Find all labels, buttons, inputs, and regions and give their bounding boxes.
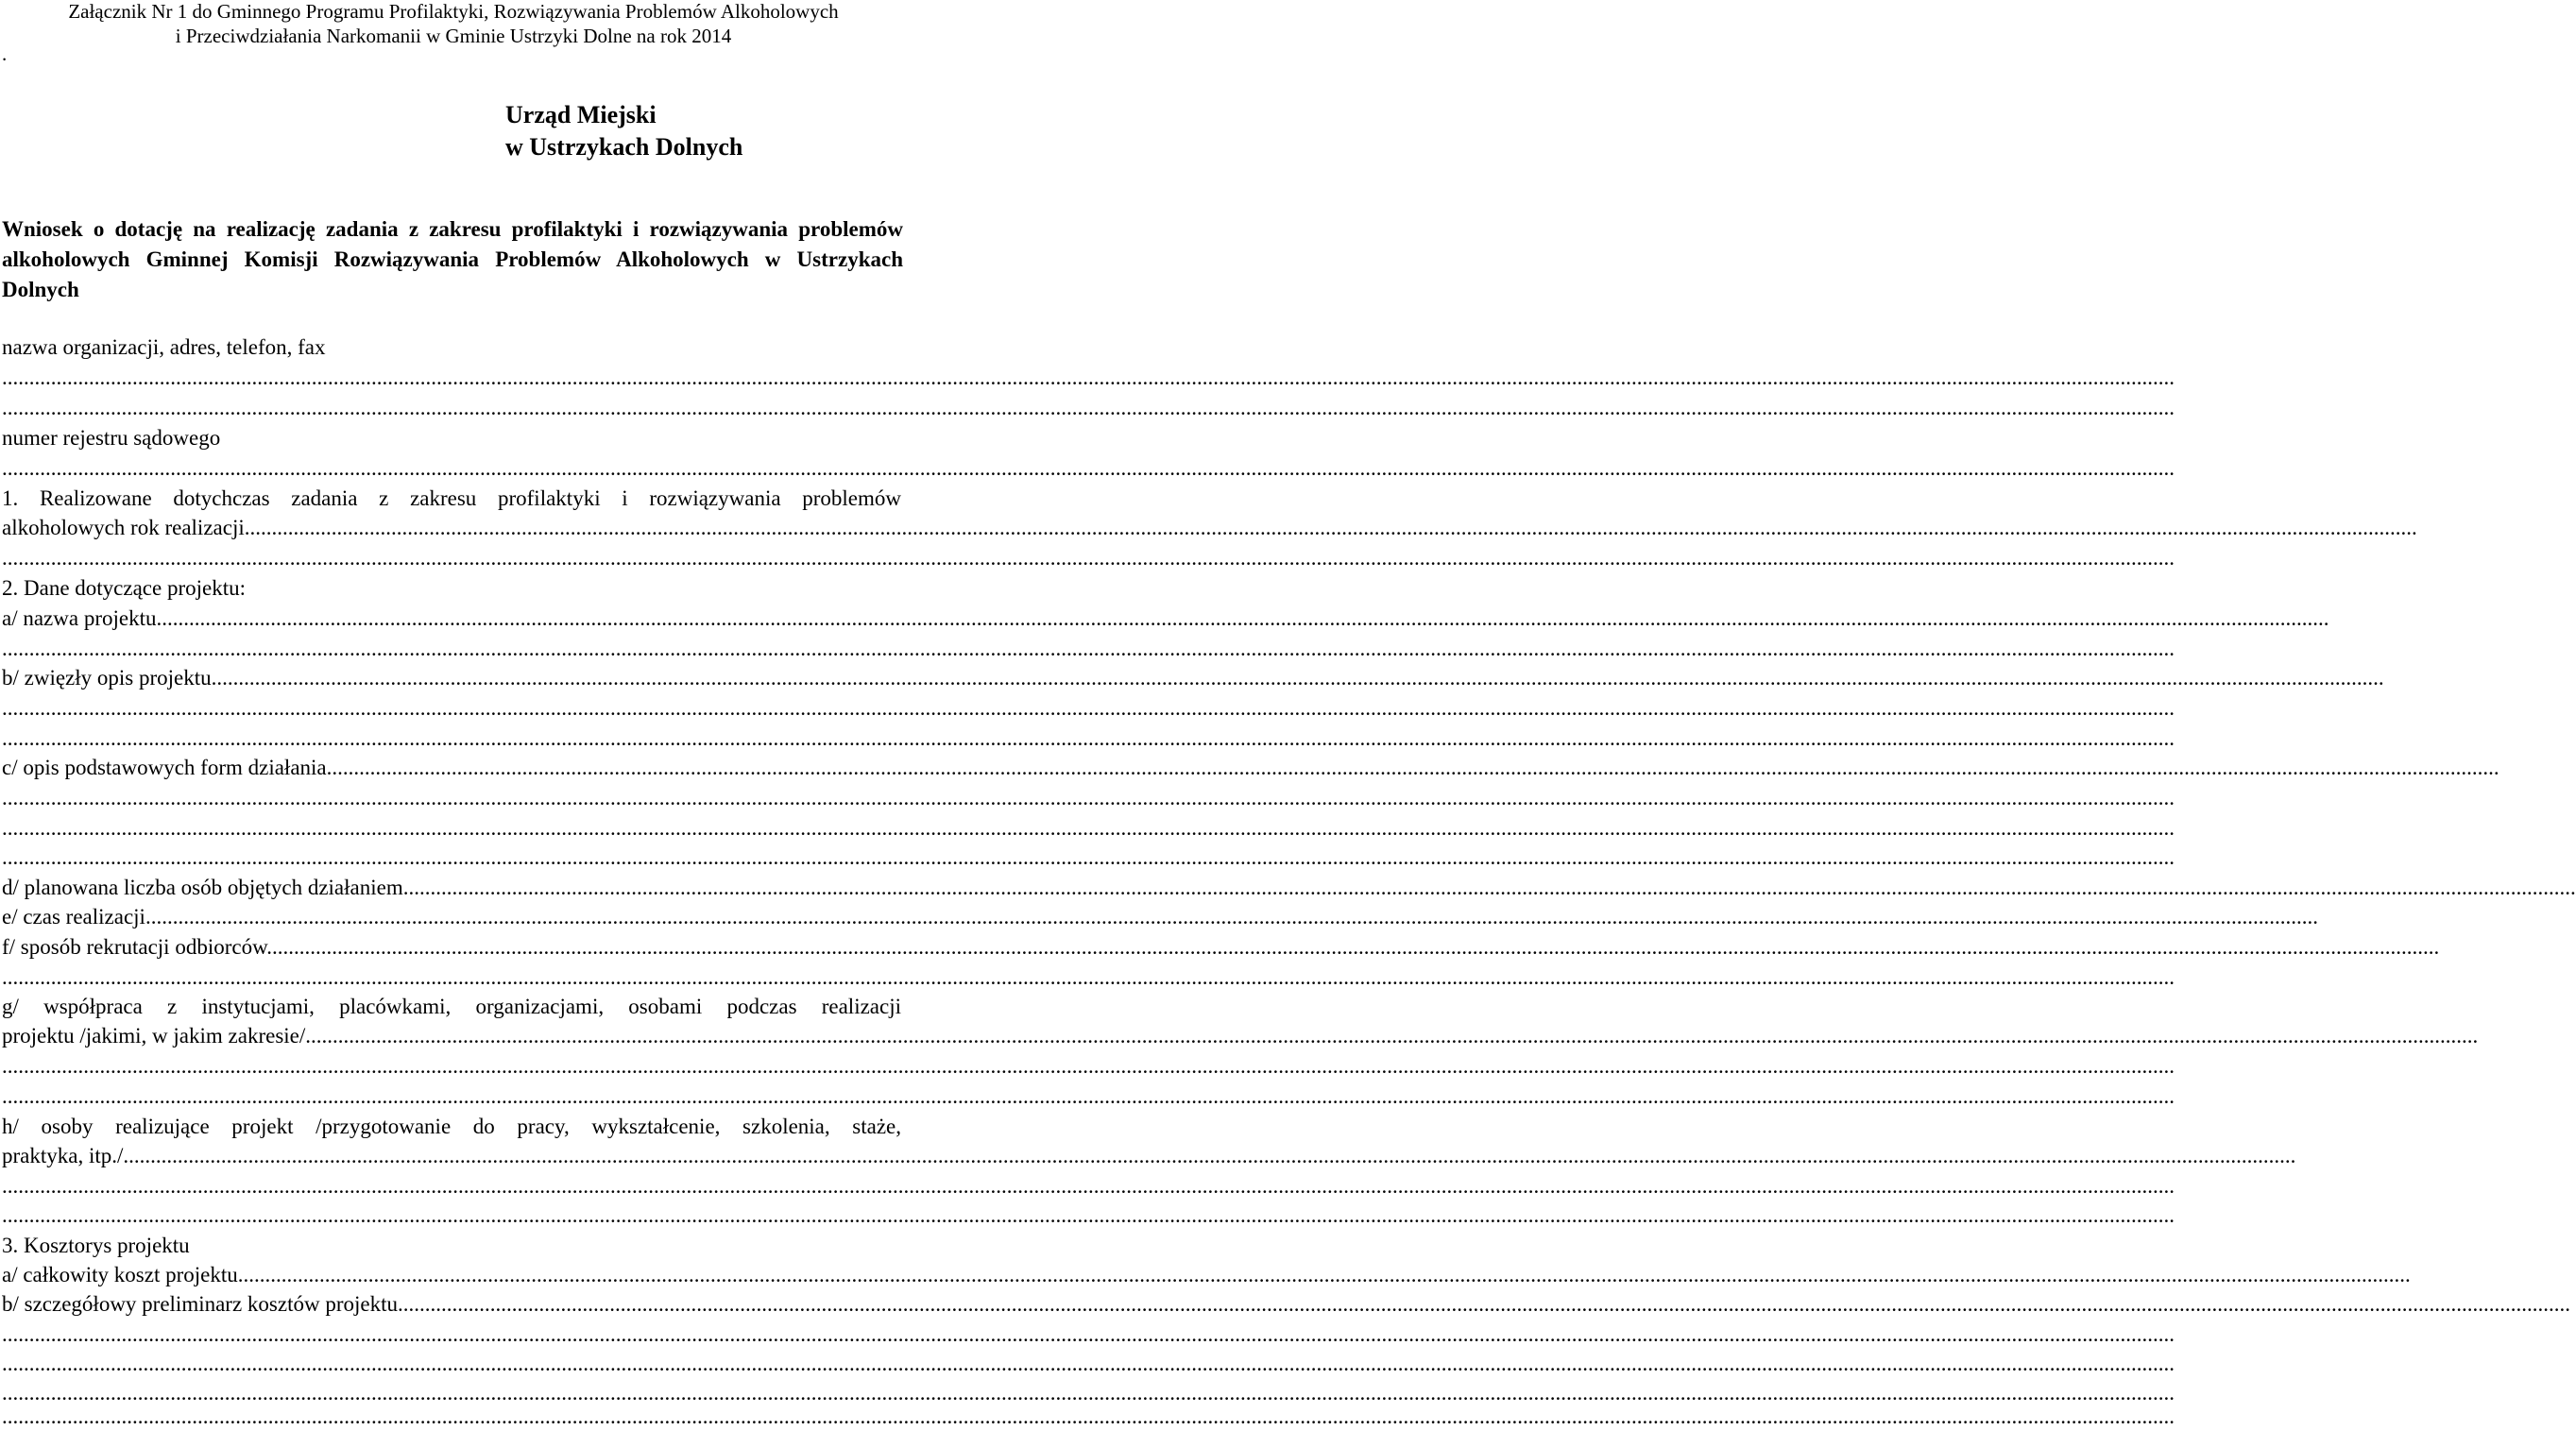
duration-row: e/ czas realizacji................................................................................................................................................................................................................................................................................................................................................................................................................: [2, 905, 2318, 928]
duration-label: e/ czas realizacji: [2, 905, 145, 928]
section-2-label: 2. Dane dotyczące projektu:: [2, 576, 246, 600]
annex-header-line-2: i Przeciwdziałania Narkomanii w Gminie Ustrzyki Dolne na rok 2014: [175, 25, 732, 47]
staff-row: praktyka, itp./................................................................................................................................................................................................................................................................................................................................................................................................................: [2, 1144, 2296, 1167]
application-title: Wniosek o dotację na realizację zadania z zakresu profilaktyki i rozwiązywania problemów alkoholowych Gminnej Komisji Rozwiązywania Problemów Alkoholowych w Ustrzykach Dolnych: [2, 217, 903, 301]
staff-label: h/ osoby realizujące projekt /przygotowanie do pracy, wykształcenie, szkolenia, staże,: [2, 1115, 901, 1138]
cost-detail-label: b/ szczegółowy preliminarz kosztów projektu: [2, 1292, 398, 1316]
dotted-line: ................................................................................................................................................................................................................................................................................................................................................................................................................: [2, 1381, 2175, 1405]
total-cost-label: a/ całkowity koszt projektu: [2, 1263, 238, 1286]
dotted-line: ................................................................................................................................................................................................................................................................................................................................................................................................................: [2, 845, 2175, 869]
dotted-line: ................................................................................................................................................................................................................................................................................................................................................................................................................: [2, 546, 2175, 570]
office-name-line-2: w Ustrzykach Dolnych: [505, 133, 743, 161]
section-3-label: 3. Kosztorys projektu: [2, 1234, 190, 1257]
dotted-line: ................................................................................................................................................................................................................................................................................................................................................................................................................: [2, 1174, 2175, 1198]
action-forms-label: c/ opis podstawowych form działania: [2, 756, 327, 779]
org-label: nazwa organizacji, adres, telefon, fax: [2, 335, 326, 359]
dotted-line: ................................................................................................................................................................................................................................................................................................................................................................................................................: [2, 1352, 2175, 1375]
office-name-line-1: Urząd Miejski: [505, 101, 657, 128]
project-name-label: a/ nazwa projektu: [2, 606, 157, 630]
section-1-label: 1. Realizowane dotychczas zadania z zakresu profilaktyki i rozwiązywania problemów: [2, 486, 901, 510]
participants-row: d/ planowana liczba osób objętych działaniem................................................................................................................................................................................................................................................................................................................................................................................................................: [2, 876, 2576, 899]
dotted-line: ................................................................................................................................................................................................................................................................................................................................................................................................................: [2, 637, 2175, 660]
annex-header-line-1: Załącznik Nr 1 do Gminnego Programu Profilaktyki, Rozwiązywania Problemów Alkoholowych: [68, 0, 839, 23]
recruitment-row: f/ sposób rekrutacji odbiorców................................................................................................................................................................................................................................................................................................................................................................................................................: [2, 935, 2440, 959]
dotted-line: ................................................................................................................................................................................................................................................................................................................................................................................................................: [2, 1203, 2175, 1227]
dotted-line: ................................................................................................................................................................................................................................................................................................................................................................................................................: [2, 1054, 2175, 1078]
dotted-line: ................................................................................................................................................................................................................................................................................................................................................................................................................: [2, 965, 2175, 989]
project-desc-row: b/ zwięzły opis projektu................................................................................................................................................................................................................................................................................................................................................................................................................: [2, 666, 2384, 690]
dotted-line: ................................................................................................................................................................................................................................................................................................................................................................................................................: [2, 726, 2175, 750]
total-cost-row: a/ całkowity koszt projektu................................................................................................................................................................................................................................................................................................................................................................................................................: [2, 1263, 2411, 1286]
project-name-row: a/ nazwa projektu................................................................................................................................................................................................................................................................................................................................................................................................................: [2, 606, 2329, 630]
action-forms-row: c/ opis podstawowych form działania................................................................................................................................................................................................................................................................................................................................................................................................................: [2, 756, 2499, 779]
stray-dot: .: [2, 43, 8, 65]
dotted-line: ................................................................................................................................................................................................................................................................................................................................................................................................................: [2, 696, 2175, 720]
dotted-line: ................................................................................................................................................................................................................................................................................................................................................................................................................: [2, 786, 2175, 809]
dotted-line: ................................................................................................................................................................................................................................................................................................................................................................................................................: [2, 456, 2175, 480]
cooperation-label: g/ współpraca z instytucjami, placówkami, organizacjami, osobami podczas realizacji: [2, 995, 901, 1018]
cooperation-continuation: projektu /jakimi, w jakim zakresie/: [2, 1024, 306, 1048]
participants-label: d/ planowana liczba osób objętych działaniem: [2, 876, 403, 899]
dotted-line: ................................................................................................................................................................................................................................................................................................................................................................................................................: [2, 1084, 2175, 1108]
dotted-line: ................................................................................................................................................................................................................................................................................................................................................................................................................: [2, 396, 2175, 419]
dotted-line: ................................................................................................................................................................................................................................................................................................................................................................................................................: [2, 1322, 2175, 1346]
dotted-line: ................................................................................................................................................................................................................................................................................................................................................................................................................: [2, 366, 2175, 389]
project-desc-label: b/ zwięzły opis projektu: [2, 666, 212, 690]
cost-detail-row: b/ szczegółowy preliminarz kosztów projektu................................................................................................................................................................................................................................................................................................................................................................................................................: [2, 1292, 2570, 1316]
section-1-year-label: alkoholowych rok realizacji: [2, 516, 245, 539]
cooperation-row: projektu /jakimi, w jakim zakresie/................................................................................................................................................................................................................................................................................................................................................................................................................: [2, 1024, 2479, 1048]
recruitment-label: f/ sposób rekrutacji odbiorców: [2, 935, 267, 959]
dotted-line: ................................................................................................................................................................................................................................................................................................................................................................................................................: [2, 816, 2175, 840]
section-1-continuation: alkoholowych rok realizacji................................................................................................................................................................................................................................................................................................................................................................................................................: [2, 516, 2417, 539]
register-label: numer rejestru sądowego: [2, 426, 221, 450]
staff-continuation: praktyka, itp./: [2, 1144, 124, 1167]
dotted-line: ................................................................................................................................................................................................................................................................................................................................................................................................................: [2, 1405, 2175, 1428]
